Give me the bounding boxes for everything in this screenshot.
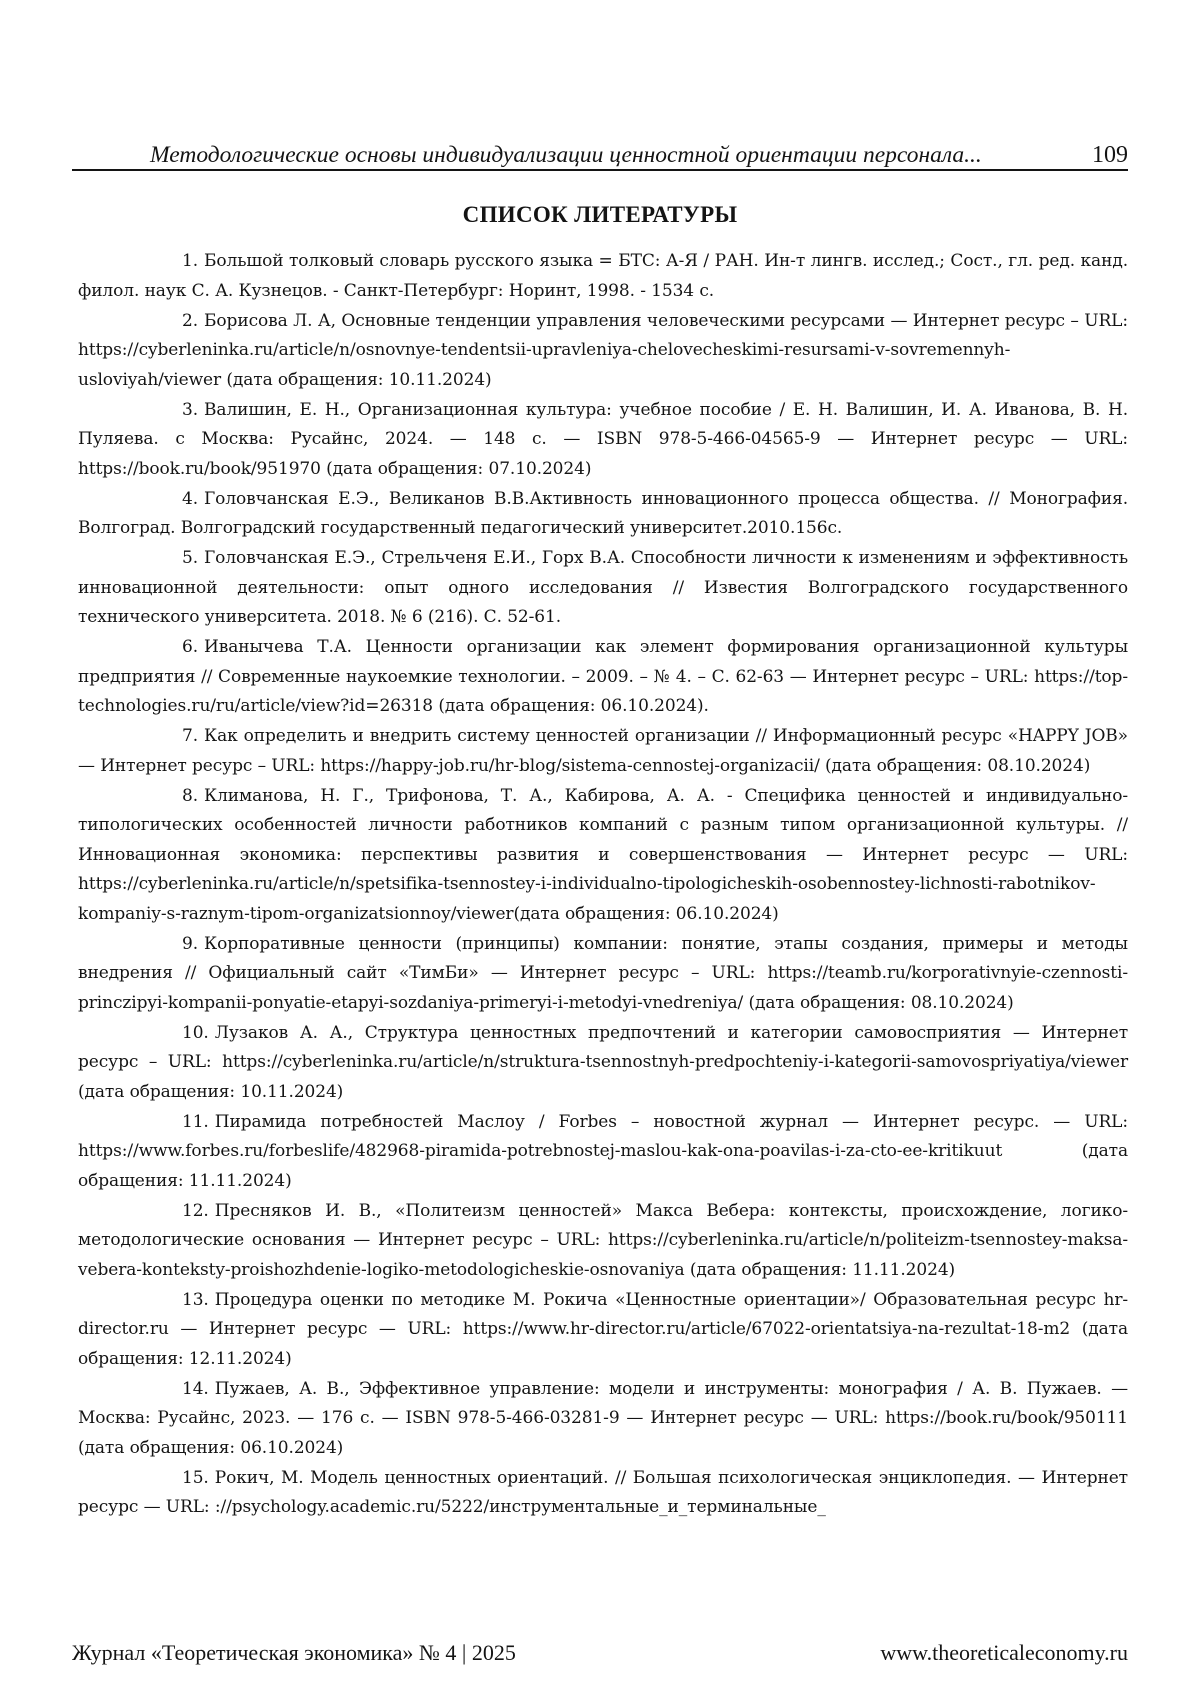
reference-item [78,1375,1128,1464]
reference-item [78,1197,1128,1286]
reference-text: Рокич, М. Модель ценностных ориентаций. // Большая психологическая энциклопедия. — Интернет ресурс — URL: ://psychology.academic.ru/5222/инструментальные_и_терминальные_ [78,1468,1128,1518]
reference-text: Иванычева Т.А. Ценности организации как элемент формирования организационной культуры предприятия // Современные наукоемкие технологии. – 2009. – № 4. – С. 62-63 — Интернет ресурс – URL: https://top-technologies.ru/ru/article/view?id=26318 (дата обращения: 06.10.2024). [78,637,1128,716]
reference-item [78,930,1128,1019]
reference-text: Лузаков А. А., Структура ценностных предпочтений и категории самовосприятия — Интернет ресурс – URL: https://cyberleninka.ru/article/n/struktura-tsennostnyh-predpochteniy-i-kategorii-samovospriyatiya/viewer (дата обращения: 10.11.2024) [78,1023,1128,1102]
reference-item [78,544,1128,633]
reference-item [78,1019,1128,1108]
reference-item [78,633,1128,722]
reference-text: Большой толковый словарь русского языка = БТС: А-Я / РАН. Ин-т лингв. исслед.; Сост., гл. ред. канд. филол. наук С. А. Кузнецов. - Санкт-Петербург: Норинт, 1998. - 1534 с. [78,251,1128,301]
reference-item [78,1286,1128,1375]
reference-number: 1. [130,247,198,277]
reference-number: 2. [130,307,198,337]
reference-number: 13. [130,1286,209,1316]
reference-text: Валишин, Е. Н., Организационная культура: учебное пособие / Е. Н. Валишин, И. А. Иванова, В. Н. Пуляева. с Москва: Русайнс, 2024. — 148 с. — ISBN 978-5-466-04565-9 — Интернет ресурс — URL: https://book.ru/book/951970 (дата обращения: 07.10.2024) [78,400,1128,479]
reference-number: 11. [130,1108,209,1138]
reference-text: Пресняков И. В., «Политеизм ценностей» Макса Вебера: контексты, происхождение, логико-методологические основания — Интернет ресурс – URL: https://cyberleninka.ru/article/n/politeizm-tsennostey-maksa-vebera-konteksty-proishozhdenie-logiko-metodologicheskie-osnovaniya (дата обращения: 11.11.2024) [78,1201,1128,1280]
reference-number: 3. [130,396,198,426]
reference-item [78,485,1128,544]
reference-item [78,247,1128,306]
journal-website: www.theoreticaleconomy.ru [880,1640,1128,1666]
reference-number: 7. [130,722,198,752]
reference-item [78,396,1128,485]
reference-text: Климанова, Н. Г., Трифонова, Т. А., Кабирова, А. А. - Специфика ценностей и индивидуально-типологических особенностей личности работников компаний с разным типом организационной культуры. //Инновационная экономика: перспективы развития и совершенствования — Интернет ресурс — URL: https://cyberleninka.ru/article/n/spetsifika-tsennostey-i-individualno-tipologicheskih-osobennostey-lichnosti-rabotnikov-kompaniy-s-raznym-tipom-organizatsionnoy/viewer(дата обращения: 06.10.2024) [78,786,1128,924]
reference-text: Пужаев, А. В., Эффективное управление: модели и инструменты: монография / А. В. Пужаев. — Москва: Русайнс, 2023. — 176 с. — ISBN 978-5-466-03281-9 — Интернет ресурс — URL: https://book.ru/book/950111 (дата обращения: 06.10.2024) [78,1379,1128,1458]
reference-number: 14. [130,1375,209,1405]
reference-item [78,1464,1128,1523]
reference-text: Головчанская Е.Э., Стрельченя Е.И., Горх В.А. Способности личности к изменениям и эффективность инновационной деятельности: опыт одного исследования // Известия Волгоградского государственного технического университета. 2018. № 6 (216). С. 52-61. [78,548,1128,627]
reference-text: Борисова Л. А, Основные тенденции управления человеческими ресурсами — Интернет ресурс – URL: https://cyberleninka.ru/article/n/osnovnye-tendentsii-upravleniya-chelovecheskimi-resursami-v-sovremennyh-usloviyah/viewer (дата обращения: 10.11.2024) [78,311,1128,390]
reference-text: Головчанская Е.Э., Великанов В.В.Активность инновационного процесса общества. // Монография. Волгоград. Волгоградский государственный педагогический университет.2010.156с. [78,489,1128,539]
reference-number: 15. [130,1464,209,1494]
journal-issue: Журнал «Теоретическая экономика» № 4 | 2025 [72,1640,516,1666]
reference-number: 10. [130,1019,209,1049]
page-number: 109 [1092,142,1128,169]
reference-number: 5. [130,544,198,574]
reference-item [78,1108,1128,1197]
reference-number: 4. [130,485,198,515]
header-divider [72,169,1128,171]
reference-item [78,722,1128,781]
reference-item [78,307,1128,396]
reference-list [78,247,1128,1523]
section-title: СПИСОК ЛИТЕРАТУРЫ [72,202,1128,228]
reference-number: 8. [130,782,198,812]
reference-text: Корпоративные ценности (принципы) компании: понятие, этапы создания, примеры и методы внедрения // Официальный сайт «ТимБи» — Интернет ресурс – URL: https://teamb.ru/korporativnyie-czennosti-princzipyi-kompanii-ponyatie-etapyi-sozdaniya-primeryi-i-metodyi-vnedreniya/ (дата обращения: 08.10.2024) [78,934,1128,1013]
reference-number: 6. [130,633,198,663]
reference-item [78,782,1128,930]
reference-text: Как определить и внедрить систему ценностей организации // Информационный ресурс «HAPPY JOB» — Интернет ресурс – URL: https://happy-job.ru/hr-blog/sistema-cennostej-organizacii/ (дата обращения: 08.10.2024) [78,726,1128,776]
reference-text: Процедура оценки по методике М. Рокича «Ценностные ориентации»/ Образовательная ресурс hr-director.ru — Интернет ресурс — URL: https://www.hr-director.ru/article/67022-orientatsiya-na-rezultat-18-m2 (дата обращения: 12.11.2024) [78,1290,1128,1369]
page-footer [72,1640,1128,1670]
reference-number: 9. [130,930,198,960]
reference-number: 12. [130,1197,209,1227]
running-title: Методологические основы индивидуализации ценностной ориентации персонала... [150,142,982,169]
reference-text: Пирамида потребностей Маслоу / Forbes – новостной журнал — Интернет ресурс. — URL: https://www.forbes.ru/forbeslife/482968-piramida-potrebnostej-maslou-kak-ona-poavilas-i-za-cto-ee-kritikuut (дата обращения: 11.11.2024) [78,1112,1128,1191]
